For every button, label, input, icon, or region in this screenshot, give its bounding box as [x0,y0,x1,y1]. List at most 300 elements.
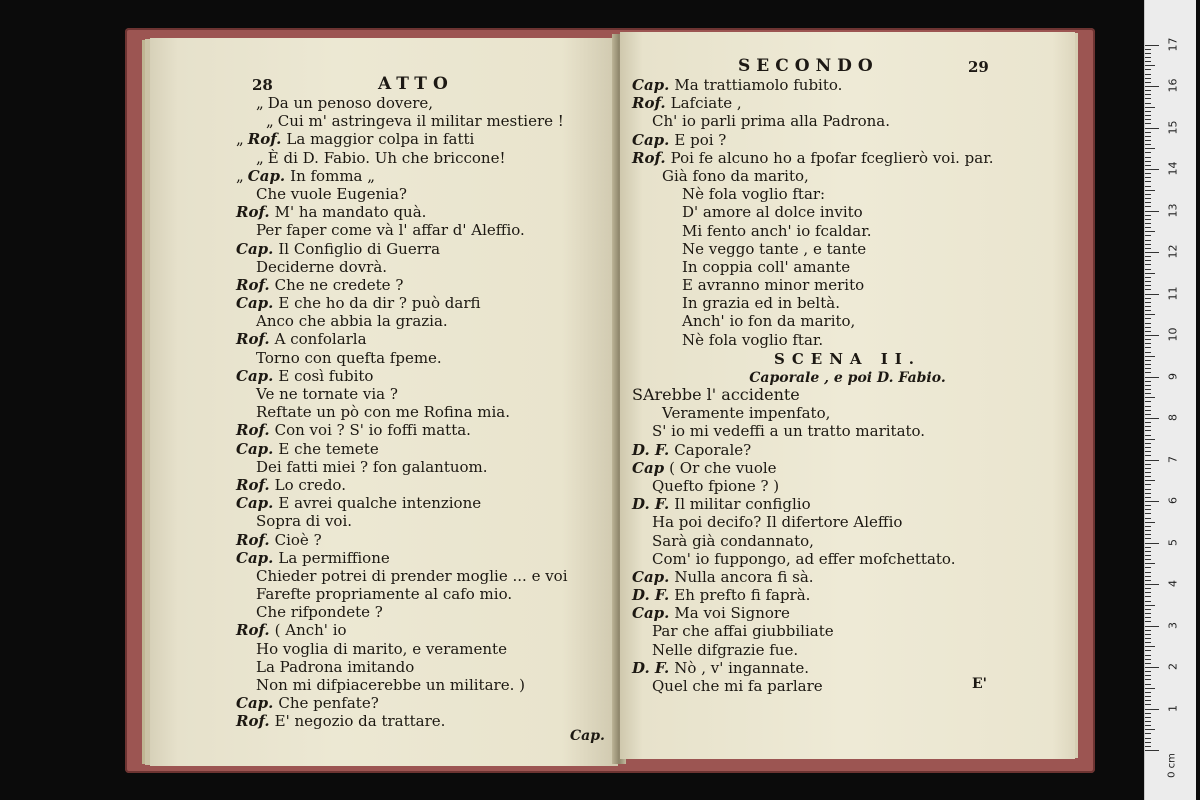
line-text: Ch' io parli prima alla Padrona. [652,112,890,131]
ruler-number: 1 [1166,704,1180,712]
line-text: Non mi difpiacerebbe un militare. ) [256,676,525,694]
text-line [236,712,568,730]
ruler-tick [1145,49,1151,50]
ruler-number: 13 [1166,203,1180,217]
text-line [236,549,568,567]
ruler-tick [1145,103,1151,104]
ruler-tick [1145,567,1151,568]
text-line [632,331,994,349]
line-text: E così fubito [278,366,374,385]
ruler-tick [1145,613,1151,614]
quote-mark: „ [266,112,274,131]
speaker-label: Cap. [236,548,274,567]
ruler-tick [1145,509,1151,510]
text-line [632,532,955,550]
ruler-tick [1145,497,1151,498]
line-text: Lo credo. [274,475,346,494]
line-text: Mi fento anch' io fcaldar. [682,221,872,240]
text-line [632,185,994,203]
ruler-tick [1145,244,1151,245]
ruler-tick [1145,161,1151,162]
line-text: Torno con quefta fpeme. [256,348,442,367]
ruler-tick [1145,132,1151,133]
line-text: Chieder potrei di prender moglie ... e voi [256,566,568,585]
text-line [236,531,568,549]
text-line [632,422,955,440]
text-line [236,512,568,530]
text-line [632,441,955,459]
line-text: Nelle difgrazie fue. [652,640,799,659]
left-page-text [236,94,568,731]
ruler-tick [1145,725,1151,726]
ruler-tick [1145,439,1155,440]
ruler-tick [1145,273,1155,274]
ruler-tick [1145,692,1151,693]
ruler-tick [1145,401,1151,402]
ruler-tick [1145,256,1151,257]
speaker-label: Cap. [632,567,670,586]
text-line [632,76,994,94]
text-line [236,567,568,585]
ruler-tick [1145,684,1151,685]
ruler-number: 2 [1166,663,1180,670]
ruler-tick [1145,318,1151,319]
right-page [620,32,1075,759]
ruler-tick [1145,659,1151,660]
ruler-tick [1145,555,1151,556]
speaker-label: Cap. [632,130,670,149]
ruler-tick [1145,298,1151,299]
ruler-tick [1145,505,1151,506]
line-text: E che ho da dir ? può darfi [278,294,481,313]
speaker-label: Cap. [236,439,274,458]
text-line [236,112,568,130]
ruler-tick [1145,596,1151,597]
ruler-tick [1145,679,1151,680]
ruler-number: 11 [1166,286,1180,300]
ruler-tick [1145,119,1151,120]
line-text: Cioè ? [274,530,322,549]
left-catchword: Cap. [570,728,605,744]
line-text: SArebbe l' accidente [632,385,800,404]
text-line [632,622,955,640]
quote-mark: „ [236,130,244,149]
text-line [632,222,994,240]
ruler-tick [1145,165,1151,166]
ruler-tick [1145,563,1155,564]
line-text: Per faper come và l' affar d' Aleffio. [256,221,525,240]
text-line [632,477,955,495]
line-text: In coppia coll' amante [682,257,851,276]
ruler-tick [1145,385,1151,386]
ruler-tick [1145,493,1151,494]
line-text: Nò , v' ingannate. [674,658,810,677]
ruler-tick [1145,194,1151,195]
text-line [632,550,955,568]
ruler-number: 6 [1166,497,1180,504]
ruler-tick [1145,281,1151,282]
line-text: Nulla ancora fi sà. [674,567,814,586]
ruler-tick [1145,513,1151,514]
ruler-tick [1145,414,1151,415]
ruler-tick [1145,381,1151,382]
line-text: Veramente impenfato, [662,404,831,423]
text-line [236,185,568,203]
line-text: Com' io fuppongo, ad effer mofchettato. [652,549,956,568]
ruler-tick [1145,704,1151,705]
line-text: Par che affai giubbiliate [652,622,834,641]
ruler-tick [1145,626,1159,627]
ruler-tick [1145,638,1151,639]
ruler-tick [1145,368,1151,369]
text-line [632,312,994,330]
ruler-tick [1145,107,1155,108]
ruler-tick [1145,667,1159,668]
line-text: E poi ? [674,130,727,149]
ruler-tick [1145,264,1151,265]
ruler-tick [1145,219,1151,220]
scene-title: SCENA II. [773,350,922,368]
ruler-tick [1145,347,1151,348]
ruler-tick [1145,123,1151,124]
ruler-tick [1145,588,1151,589]
ruler-tick [1145,74,1151,75]
ruler-tick [1145,742,1151,743]
line-text: S' io mi vedeffi a un tratto maritato. [652,422,926,441]
ruler-tick [1145,700,1151,701]
text-line [236,367,568,385]
line-text: Dei fatti miei ? fon galantuom. [256,457,488,476]
line-text: Già fono da marito, [662,166,809,185]
ruler-tick [1145,389,1151,390]
line-text: Reftate un pò con me Rofina mia. [256,403,511,422]
ruler-tick [1145,713,1151,714]
ruler-tick [1145,547,1151,548]
text-line [236,676,568,694]
ruler-tick [1145,484,1151,485]
quote-mark: „ [256,148,264,167]
ruler-tick [1145,422,1151,423]
ruler-tick [1145,584,1159,585]
ruler-tick [1145,82,1151,83]
right-page-text-scene [632,386,955,695]
text-line [236,385,568,403]
ruler-tick [1145,418,1159,419]
text-line [632,276,994,294]
speaker-label: Cap. [236,239,274,258]
ruler-tick [1145,306,1151,307]
text-line [236,603,568,621]
text-line [632,513,955,531]
ruler-tick [1145,157,1151,158]
line-text: In grazia ed in beltà. [682,294,840,313]
ruler-tick [1145,675,1151,676]
ruler-tick [1145,327,1151,328]
ruler-tick [1145,746,1151,747]
line-text: E avrei qualche intenzione [278,494,482,513]
ruler-tick [1145,223,1151,224]
ruler-tick [1145,231,1155,232]
ruler-tick [1145,173,1151,174]
ruler-tick [1145,534,1151,535]
speaker-label: D. F. [632,440,670,459]
line-text: Deciderne dovrà. [256,257,388,276]
ruler-tick [1145,476,1151,477]
text-line [236,658,568,676]
ruler-tick [1145,472,1151,473]
text-line [236,330,568,348]
text-line [632,495,955,513]
text-line [632,167,994,185]
text-line [632,94,994,112]
ruler-tick [1145,518,1151,519]
ruler-tick [1145,144,1151,145]
ruler-tick [1145,655,1151,656]
ruler-tick [1145,310,1151,311]
ruler-tick [1145,592,1151,593]
line-text: Che penfate? [278,694,379,713]
ruler-tick [1145,136,1151,137]
line-text: Ne veggo tante , e tante [682,239,867,258]
line-text: Caporale? [674,440,752,459]
line-text: La permiffione [278,548,390,567]
line-text: Ma trattiamolo fubito. [674,76,843,94]
ruler-tick [1145,98,1151,99]
speaker-label: D. F. [632,658,670,677]
text-line [236,167,568,185]
ruler-tick [1145,443,1151,444]
line-text: Sarà già condannato, [652,531,814,550]
line-text: Quefto fpione ? ) [652,476,780,495]
speaker-label: Rof. [236,203,270,222]
ruler-tick [1145,393,1151,394]
ruler-tick [1145,240,1151,241]
ruler-tick [1145,663,1151,664]
speaker-label: Rof. [236,275,270,294]
ruler-tick [1145,410,1151,411]
right-page-number: 29 [968,58,989,76]
text-line [632,404,955,422]
line-text: Cui m' astringeva il militar mestiere ! [277,112,564,131]
ruler-tick [1145,215,1151,216]
line-text: È di D. Fabio. Uh che briccone! [267,148,506,167]
ruler-tick [1145,650,1151,651]
text-line [632,641,955,659]
text-line [236,440,568,458]
ruler-tick [1145,576,1151,577]
line-text: In fomma „ [290,166,376,185]
ruler-tick [1145,430,1151,431]
ruler-tick [1145,169,1159,170]
ruler-tick [1145,468,1151,469]
speaker-label: Rof. [236,330,270,349]
ruler-tick [1145,543,1159,544]
ruler-tick [1145,248,1151,249]
ruler-number: 10 [1166,327,1180,342]
text-line [632,240,994,258]
ruler-tick [1145,360,1151,361]
right-running-header: SECONDO [738,56,879,76]
speaker-label: Rof. [236,421,270,440]
speaker-label: Rof. [236,475,270,494]
ruler-tick [1145,252,1159,253]
speaker-label: D. F. [632,495,670,514]
line-text: Il militar configlio [674,495,811,514]
right-page-text [632,76,994,349]
ruler-tick [1145,559,1151,560]
ruler-tick [1145,65,1155,66]
ruler-tick [1145,729,1155,730]
line-text: ( Or che vuole [669,458,777,477]
ruler-unit: 0 cm [1166,753,1178,778]
ruler-tick [1145,601,1151,602]
ruler-tick [1145,111,1151,112]
measurement-ruler [1144,0,1196,800]
ruler-tick [1145,335,1159,336]
text-line [632,294,994,312]
ruler-number: 9 [1166,372,1180,380]
ruler-tick [1145,572,1151,573]
text-line [632,568,955,586]
ruler-tick [1145,451,1151,452]
ruler-tick [1145,464,1151,465]
ruler-tick [1145,709,1159,710]
quote-mark: „ [256,94,264,112]
ruler-tick [1145,202,1151,203]
ruler-number: 12 [1166,244,1180,259]
text-line [236,458,568,476]
line-text: E' negozio da trattare. [274,712,446,731]
ruler-tick [1145,526,1151,527]
speaker-label: Rof. [236,712,270,731]
ruler-tick [1145,642,1151,643]
text-line [236,640,568,658]
text-line [632,459,955,477]
ruler-tick [1145,227,1151,228]
ruler-number: 7 [1166,455,1180,463]
ruler-tick [1145,397,1155,398]
line-text: E avranno minor merito [682,276,865,295]
ruler-tick [1145,609,1151,610]
line-text: Anch' io fon da marito, [682,312,856,331]
ruler-tick [1145,356,1155,357]
ruler-tick [1145,646,1155,647]
speaker-label: Rof. [632,94,666,113]
ruler-tick [1145,750,1159,751]
text-line [236,476,568,494]
ruler-tick [1145,53,1151,54]
ruler-tick [1145,115,1151,116]
text-line [632,258,994,276]
text-line [236,421,568,439]
ruler-tick [1145,426,1151,427]
speaker-label: Rof. [236,621,270,640]
ruler-tick [1145,190,1155,191]
ruler-tick [1145,372,1151,373]
ruler-tick [1145,186,1151,187]
text-line [236,694,568,712]
text-line [236,258,568,276]
ruler-tick [1145,717,1151,718]
ruler-tick [1145,78,1151,79]
scene-persons: Caporale , e poi D. Fabio. [749,370,946,386]
ruler-tick [1145,522,1155,523]
ruler-tick [1145,406,1151,407]
line-text: Ve ne tornate via ? [256,385,398,403]
ruler-tick [1145,61,1151,62]
text-line [236,240,568,258]
ruler-tick [1145,90,1151,91]
text-line [632,586,955,604]
speaker-label: D. F. [632,586,670,605]
ruler-tick [1145,605,1155,606]
ruler-tick [1145,480,1155,481]
speaker-label: Cap. [632,76,670,94]
quote-mark: „ [236,166,244,185]
ruler-tick [1145,269,1151,270]
left-page [150,38,618,766]
ruler-tick [1145,302,1151,303]
text-line [236,276,568,294]
ruler-tick [1145,235,1151,236]
text-line [236,130,568,148]
ruler-tick [1145,206,1151,207]
line-text: Eh prefto fi faprà. [674,586,811,605]
ruler-number: 4 [1166,580,1180,587]
ruler-tick [1145,460,1159,461]
text-line [632,112,994,130]
text-line [236,312,568,330]
speaker-label: Cap. [236,294,274,313]
speaker-label: Cap. [236,366,274,385]
ruler-number: 3 [1166,621,1180,629]
line-text: La Padrona imitando [256,657,415,676]
ruler-tick [1145,323,1151,324]
line-text: Che ne credete ? [274,275,404,294]
line-text: Nè fola voglio ftar: [682,185,826,204]
ruler-number: 5 [1166,538,1180,546]
text-line [236,349,568,367]
line-text: Il Configlio di Guerra [278,239,441,258]
text-line [236,94,568,112]
speaker-label: Cap. [632,604,670,623]
ruler-tick [1145,198,1151,199]
ruler-number: 16 [1166,78,1180,93]
speaker-label: Cap. [247,166,286,185]
ruler-tick [1145,621,1151,622]
speaker-label: Cap [632,458,665,477]
ruler-tick [1145,377,1159,378]
speaker-label: Cap. [236,694,274,713]
line-text: Che rifpondete ? [256,603,383,622]
ruler-tick [1145,69,1151,70]
ruler-tick [1145,211,1159,212]
ruler-tick [1145,177,1151,178]
ruler-tick [1145,580,1151,581]
line-text: ( Anch' io [274,621,347,640]
ruler-tick [1145,489,1151,490]
line-text: Con voi ? S' io foffi matta. [274,421,471,440]
speaker-label: Cap. [236,494,274,513]
ruler-number: 8 [1166,414,1180,421]
speaker-label: Rof. [236,530,270,549]
ruler-number: 17 [1166,37,1180,51]
left-page-number: 28 [252,76,273,94]
right-catchword: E' [972,676,987,692]
text-line [632,386,955,404]
text-line [236,494,568,512]
ruler-tick [1145,738,1151,739]
